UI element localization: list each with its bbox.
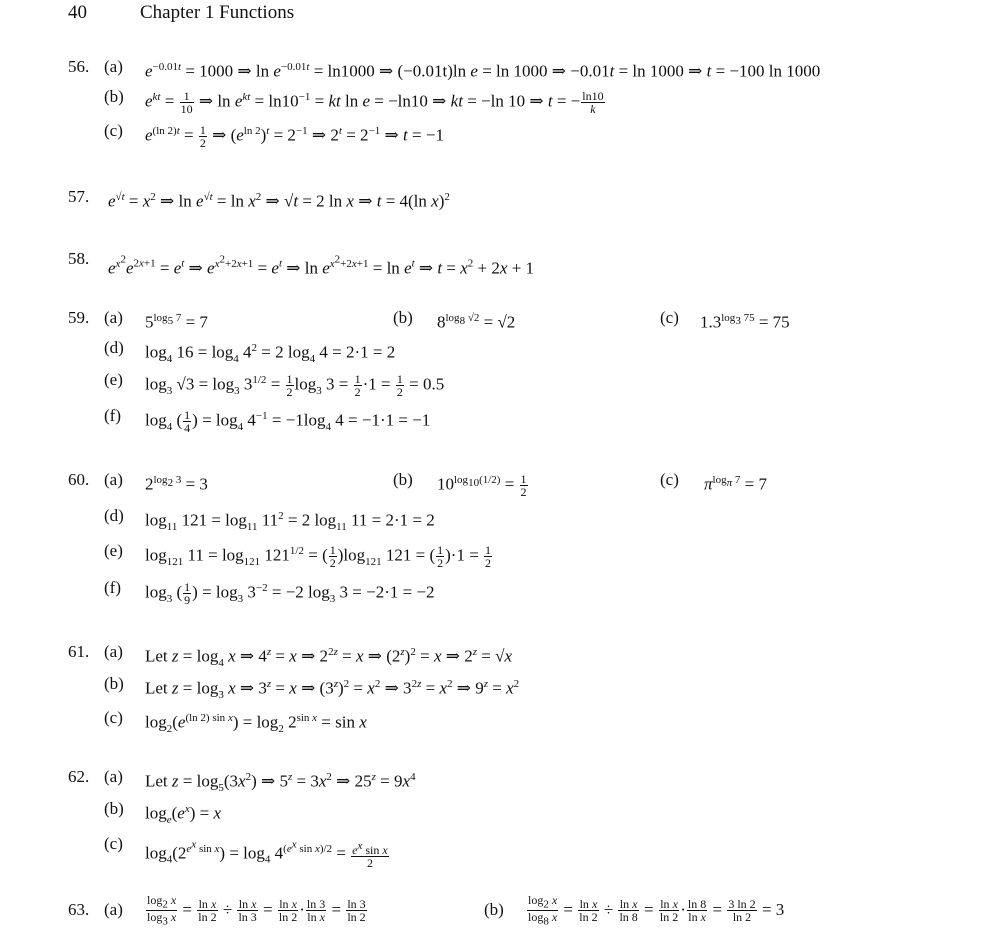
equation: $5^{log_5 7} = 7$ xyxy=(145,312,208,332)
part-label: (c) xyxy=(660,308,679,327)
equation: $\log_4$ ( $\frac{1}{4}$ ) = $\log_4 4^{-1} = -1\log_4$ 4 = −1·1 = −1 xyxy=(145,408,431,436)
equation: $\frac{\log_2 x}{\log_8 x}$ = $\frac{\text{ln x}}{\ln 2}$ ÷ $\frac{\text{ln x}}{\ln 8}$ = $\frac{\text{ln x}}{\ln 2}$ · $\frac{\ln 8}{\text{ln x}}$ = $\frac{3 \ln 2}{\ln 2}$ = 3 xyxy=(528,893,785,928)
part-label: (d) xyxy=(104,338,124,357)
equation: Let $z = \log_5(3x^2)$ ⇒ $5^z = 3x^2$ ⇒ $25^z = 9x^4$ xyxy=(145,771,416,795)
part-label: (a) xyxy=(104,57,123,76)
equation: $8^{log_8 √2} = √2$ xyxy=(437,312,516,332)
problem-number: 61. xyxy=(68,642,90,661)
page-header xyxy=(68,2,294,24)
part-label: (f) xyxy=(104,406,121,425)
part-label: (e) xyxy=(104,541,123,560)
part-label: (a) xyxy=(104,470,123,489)
part-label: (e) xyxy=(104,370,123,389)
part-label: (c) xyxy=(660,470,679,489)
problem-number: 63. xyxy=(68,900,90,919)
part-label: (b) xyxy=(104,799,124,818)
equation: Let $z = \log_3 x$ ⇒ $3^z = x$ ⇒ $(3^z)^2 = x^2$ ⇒ $3^{2z} = x^2$ ⇒ $9^z = x^2$ xyxy=(145,678,520,702)
part-label: (a) xyxy=(104,308,123,327)
part-label: (c) xyxy=(104,834,123,853)
equation: $\pi^{log_\pi 7} = 7$ xyxy=(704,474,767,494)
part-label: (a) xyxy=(104,900,123,919)
part-label: (b) xyxy=(104,674,124,693)
equation: $e^{(ln 2)t}$ = $\frac{1}{2}$ ⇒ $(e^{ln 2})^t = 2^{-1}$ ⇒ $2^t = 2^{-1}$ ⇒ t = −1 xyxy=(145,123,444,151)
equation: $\log_2(e^{(ln 2) sin x}) = \log_2 2^{sin x} = \sin x$ xyxy=(145,712,367,736)
part-label: (f) xyxy=(104,578,121,597)
equation: $2^{log_2 3} = 3$ xyxy=(145,474,208,494)
problem-number: 59. xyxy=(68,308,90,327)
equation: $\log_{121} 11 = \log_{121} 121^{1/2}$ = ( $\frac{1}{2}$ )$\log_{121}$ 121 = ( $\frac{1}{2}$ )·1 = $\frac{1}{2}$ xyxy=(145,543,492,571)
equation: $e^{x^2}e^{2x+1} = e^t$ ⇒ $e^{x^2+2x+1} = e^t$ ⇒ $\ln e^{x^2+2x+1} = \ln e^t$ ⇒ $t = x^2 + 2x + 1$ xyxy=(108,253,535,278)
equation: Let $z = \log_4 x$ ⇒ $4^z = x$ ⇒ $2^{2z} = x$ ⇒ $(2^z)^2 = x$ ⇒ $2^z = √x$ xyxy=(145,646,512,670)
part-label: (c) xyxy=(104,121,123,140)
equation: $\log_3$ ( $\frac{1}{9}$ ) = $\log_3 3^{-2} = -2$ $\log_3 3 = -2\cdot 1 = -2$ xyxy=(145,580,435,608)
equation: $10^{log_{10}(1/2)}$ = $\frac{1}{2}$ xyxy=(437,472,527,500)
problem-number: 56. xyxy=(68,57,90,76)
part-label: (b) xyxy=(484,900,504,919)
equation: $\log_3 √3 = \log_3 3^{1/2}$ = $\frac{1}{2}$ $\log_3 3$ = $\frac{1}{2}$ ·1 = $\frac{1}{2}$ = 0.5 xyxy=(145,372,445,400)
equation: $\log_4(2^{e^x sin x}) = \log_4 4^{(e^x sin x)/2}$ = $\frac{e^x \sin x}{2}$ xyxy=(145,838,388,870)
part-label: (a) xyxy=(104,642,123,661)
part-label: (b) xyxy=(393,308,413,327)
page-number: 40 xyxy=(68,2,87,23)
equation: $e^{kt}$ = $\frac{1}{10}$ ⇒ $\ln e^{kt} = \ln 10^{-1}$ = kt ln e = −ln10 ⇒ kt = −ln 10 ⇒ t = − $\frac{\ln 10}{k}$ xyxy=(145,89,604,117)
problem-number: 62. xyxy=(68,767,90,786)
part-label: (b) xyxy=(393,470,413,489)
part-label: (b) xyxy=(104,87,124,106)
equation: $1.3^{log_3 75} = 75$ xyxy=(700,312,790,332)
equation: $\log_4 16 = \log_4 4^2 = 2$ $\log_4 4 = 2\cdot 1 = 2$ xyxy=(145,342,396,366)
part-label: (d) xyxy=(104,506,124,525)
problem-number: 57. xyxy=(68,187,90,206)
equation: $e^{-0.01t} = 1000$ ⇒ $\ln e^{-0.01t} = \ln 1000$ ⇒ (−0.01t)ln e = ln 1000 ⇒ −0.01t = ln 1000 ⇒ t = −100 ln 1000 xyxy=(145,61,821,81)
equation: $\log_e(e^x) = x$ xyxy=(145,803,222,827)
equation: $\log_{11} 121 = \log_{11} 11^2 = 2$ $\log_{11} 11 = 2\cdot 1 = 2$ xyxy=(145,510,435,534)
chapter-title: Chapter 1 Functions xyxy=(140,2,295,23)
problem-number: 60. xyxy=(68,470,90,489)
problem-number: 58. xyxy=(68,249,90,268)
part-label: (c) xyxy=(104,708,123,727)
equation: $\frac{\log_2 x}{\log_3 x}$ = $\frac{\text{ln x}}{\ln 2}$ ÷ $\frac{\text{ln x}}{\ln 3}$ = $\frac{\text{ln x}}{\ln 2}$ · $\frac{\ln 3}{\text{ln x}}$ = $\frac{\ln 3}{\ln 2}$ xyxy=(147,893,366,928)
part-label: (a) xyxy=(104,767,123,786)
equation: $e^{√t} = x^2$ ⇒ $\ln e^{√t} = \ln x^2$ ⇒ √t = 2 ln x ⇒ t = 4(ln x)$^2$ xyxy=(108,191,450,211)
